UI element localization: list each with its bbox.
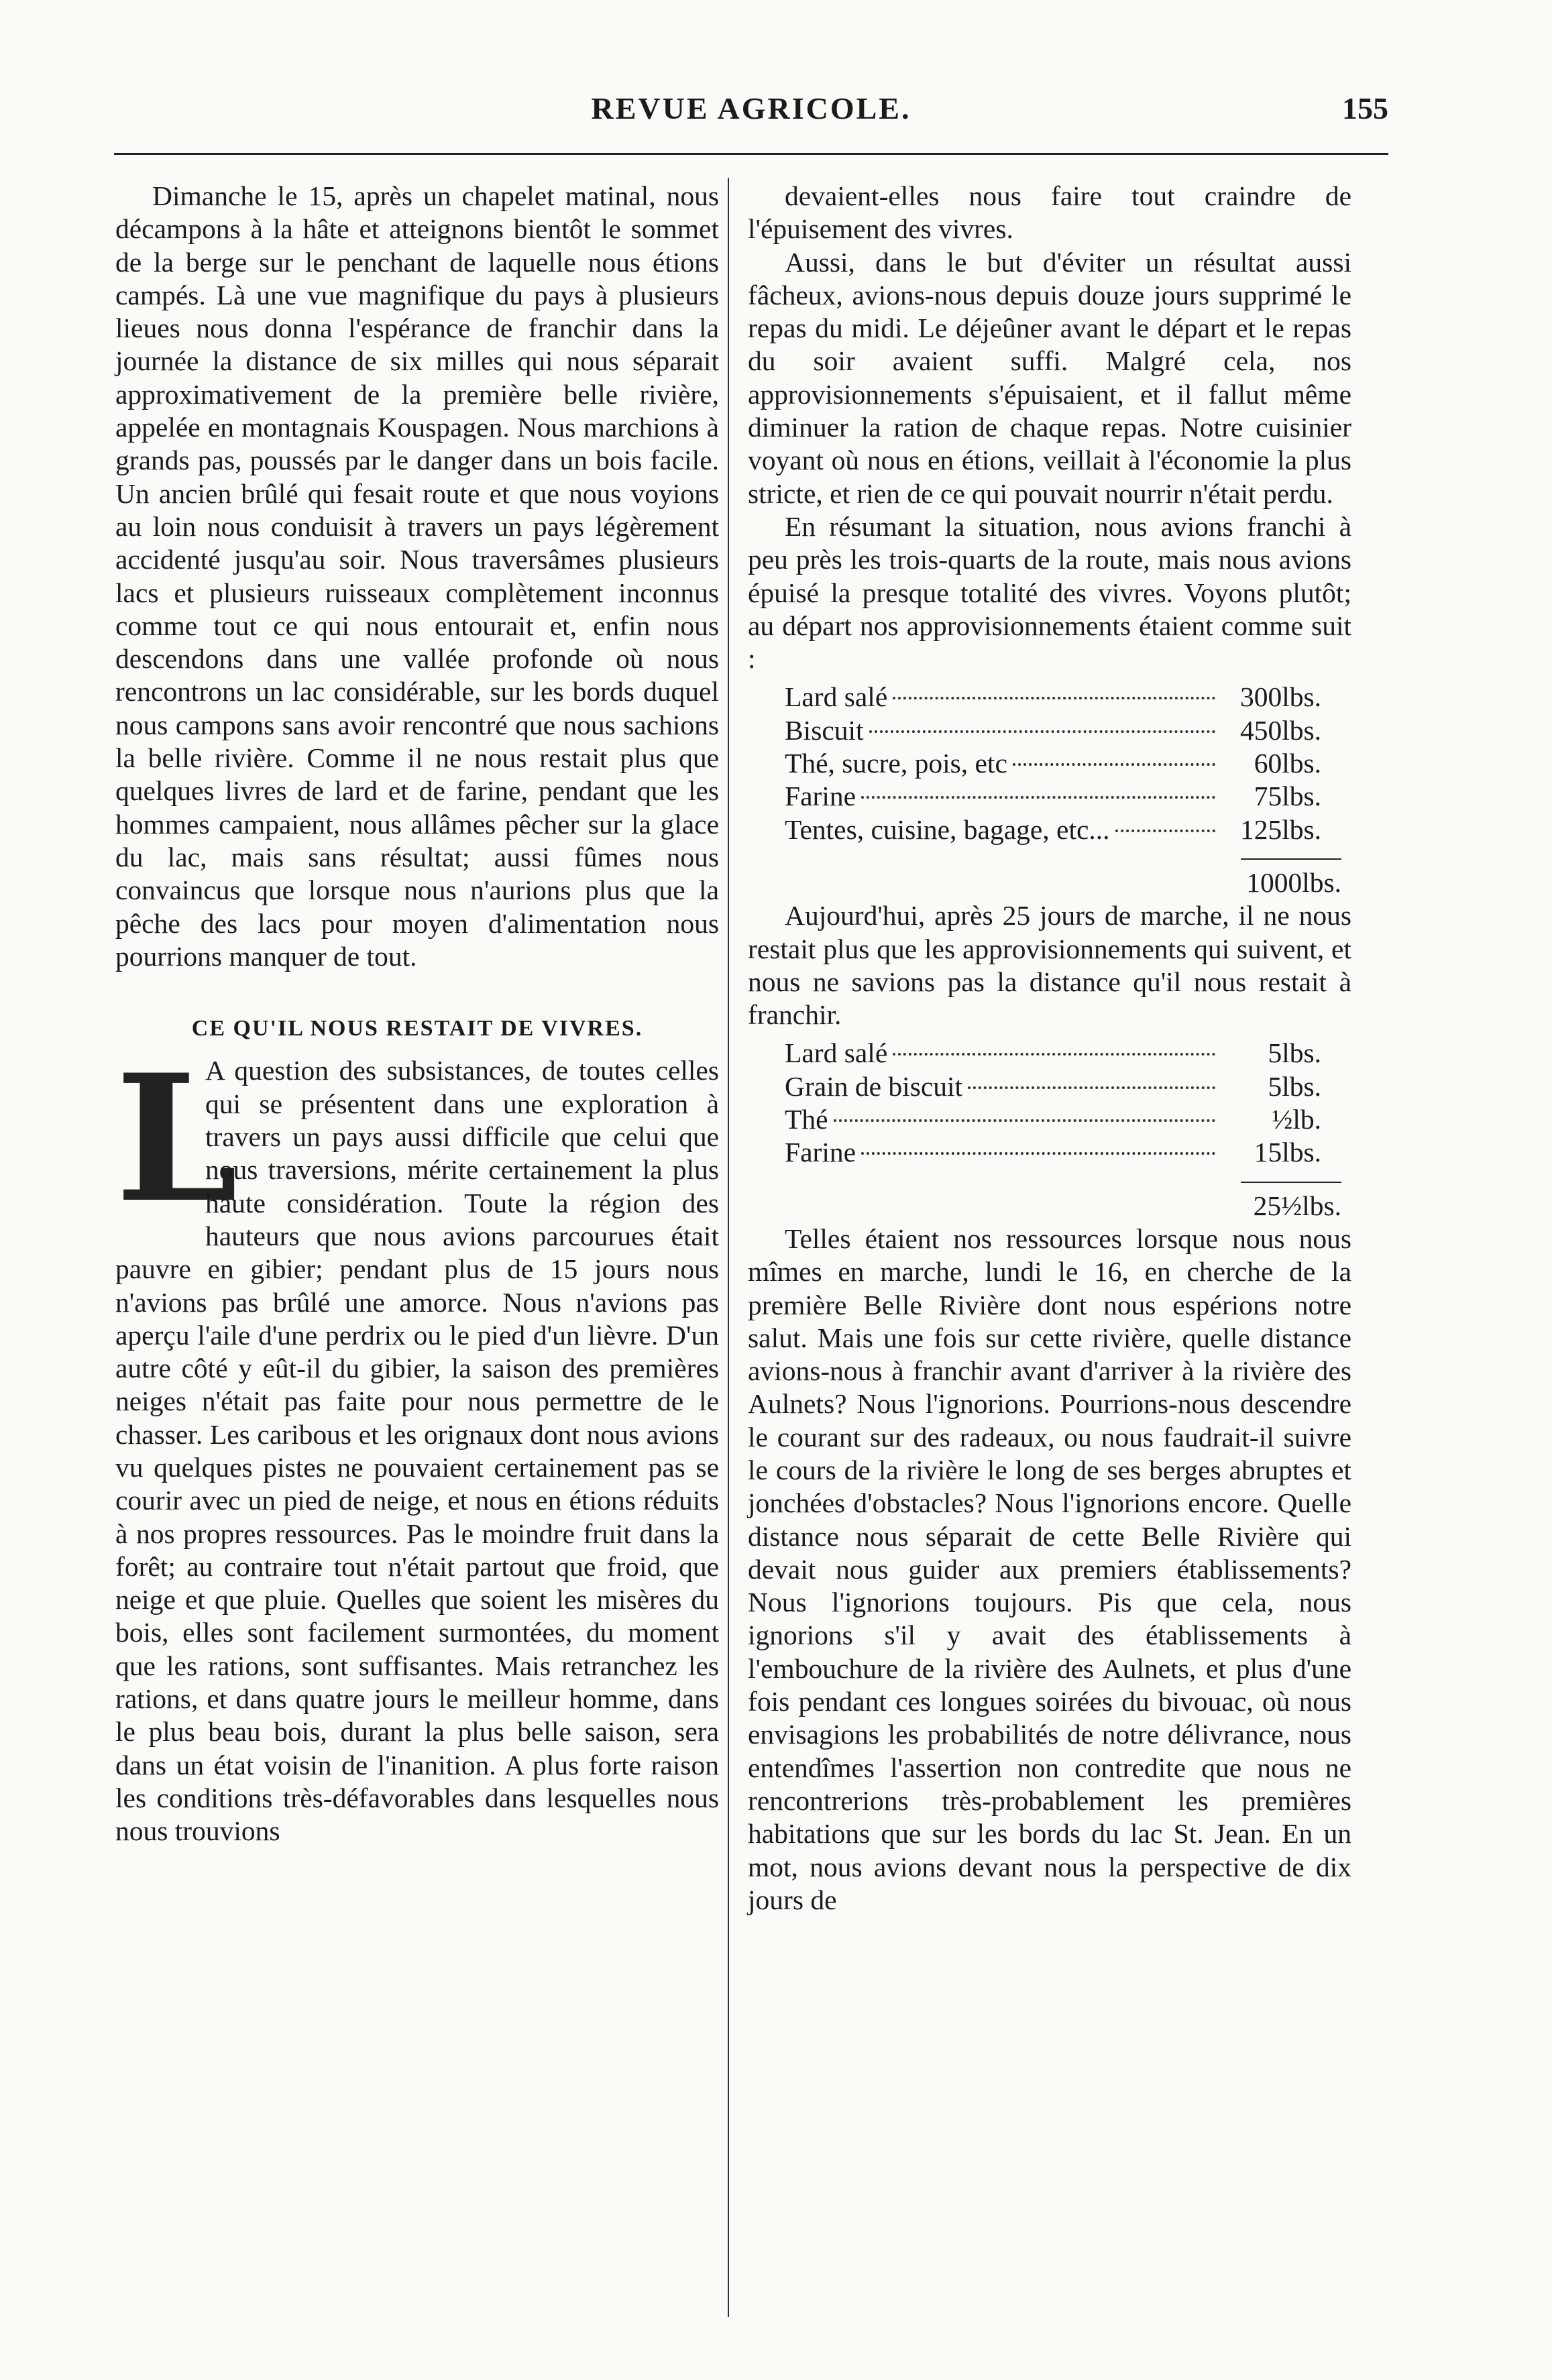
supply-qty: 450lbs. bbox=[1239, 714, 1321, 746]
supply-qty: 5lbs. bbox=[1268, 1070, 1321, 1102]
supply-row bbox=[785, 747, 1321, 780]
page-header bbox=[114, 91, 1388, 144]
supply-row bbox=[785, 714, 1321, 747]
supply-qty: 5lbs. bbox=[1268, 1037, 1321, 1069]
supply-qty: ½lb. bbox=[1272, 1104, 1321, 1135]
supply-item: Farine bbox=[785, 1137, 856, 1168]
leader-dots bbox=[861, 1152, 1215, 1155]
paragraph: Aujourd'hui, après 25 jours de marche, il ne nous restait plus que les approvisionnements qui suivent, et nous ne savions pas la distance qu'il nous restait à franchir. bbox=[748, 900, 1351, 1031]
supply-item: Grain de biscuit bbox=[785, 1070, 963, 1102]
supply-item: Lard salé bbox=[785, 681, 888, 713]
paragraph: Dimanche le 15, après un chapelet matinal, nous décampons à la hâte et atteignons bientôt le sommet de la berge sur le penchant de laquelle nous étions campés. Là une vue magnifique du pays à plusieurs lieues nous donna l'espérance de franchir dans la journée la distance de six milles qui nous séparait approximativement de la première belle rivière, appelée en montagnais Kouspagen. Nous marchions à grands pas, poussés par le danger dans un bois facile. Un ancien brûlé qui fesait route et que nous voyions au loin nous conduisit à travers un pays légèrement accidenté jusqu'au soir. Nous traversâmes plusieurs lacs et plusieurs ruisseaux complètement inconnus comme tout ce qui nous entourait et, enfin nous descendons dans une vallée profonde où nous rencontrons un lac considérable, sur les bords duquel nous campons sans avoir rencontré que nous sachions la belle rivière. Comme il ne nous restait plus que quelques livres de lard et de farine, pendant que les hommes campaient, nous allâmes pêcher sur la glace du lac, mais sans résultat; aussi fûmes nous convaincus que lorsque nous n'aurions plus que la pêche des lacs pour moyen d'alimentation nous pourrions manquer de tout. bbox=[115, 180, 719, 972]
supply-qty: 60lbs. bbox=[1254, 748, 1321, 779]
supply-row bbox=[785, 1037, 1321, 1070]
paragraph: En résumant la situation, nous avions franchi à peu près les trois-quarts de la route, mais nous avions épuisé la presque totalité des vivres. Voyons plutôt; au départ nos approvisionnements étaient comme suit : bbox=[748, 510, 1351, 675]
leader-dots bbox=[834, 1119, 1215, 1122]
running-title: REVUE AGRICOLE. bbox=[591, 91, 911, 125]
paragraph: Aussi, dans le but d'éviter un résultat aussi fâcheux, avions-nous depuis douze jours supprimé le repas du midi. Le déjeûner avant le départ et le repas du soir avaient suffi. Malgré cela, nos approvisionnements s'épuisaient, et il fallut même diminuer la ration de chaque repas. Notre cuisinier voyant où nous en étions, veillait à l'économie la plus stricte, et rien de ce qui pouvait nourrir n'était perdu. bbox=[748, 246, 1351, 509]
leader-dots bbox=[968, 1086, 1215, 1089]
supply-total: 25½lbs. bbox=[1253, 1190, 1341, 1221]
total-rule bbox=[1241, 1182, 1341, 1183]
paragraph: devaient-elles nous faire tout craindre de l'épuisement des vivres. bbox=[748, 180, 1351, 245]
supply-row bbox=[785, 1070, 1321, 1103]
leader-dots bbox=[1013, 763, 1215, 766]
supply-item: Farine bbox=[785, 781, 856, 812]
paragraph: A question des subsistances, de toutes celles qui se présentent dans une exploration à travers un pays aussi difficile que celui que nous traversions, mérite certainement la plus haute considération. Toute la région des hauteurs que nous avions parcourues était pauvre en gibier; pendant plus de 15 jours nous n'avions pas brûlé une amorce. Nous n'avions pas aperçu l'aile d'une perdrix ou le pied d'un lièvre. D'un autre côté y eût-il du gibier, la saison des premières neiges n'était pas faite pour nous permettre de le chasser. Les caribous et les orignaux dont nous avions vu quelques pistes ne pouvaient certainement pas se courir avec un pied de neige, et nous en étions réduits à nos propres ressources. Pas le moindre fruit dans la forêt; au contraire tout n'était partout que froid, que neige et que pluie. Quelles que soient les misères du bois, elles sont facilement surmontées, du moment que les rations, sont suffisantes. Mais retranchez les rations, et dans quatre jours le meilleur homme, dans le plus beau bois, durant la plus belle saison, sera dans un état voisin de l'inanition. A plus forte raison les conditions très-défavorables dans lesquelles nous nous trouvions bbox=[115, 1055, 719, 1847]
supply-qty: 300lbs. bbox=[1239, 681, 1321, 713]
supply-item: Thé bbox=[785, 1104, 828, 1135]
header-rule bbox=[114, 153, 1388, 155]
supply-list-start bbox=[785, 681, 1341, 899]
supply-item: Thé, sucre, pois, etc bbox=[785, 748, 1007, 779]
section-heading: CE QU'IL NOUS RESTAIT DE VIVRES. bbox=[191, 1016, 643, 1041]
supply-row bbox=[785, 1103, 1321, 1136]
total-rule bbox=[1241, 858, 1341, 860]
column-divider bbox=[728, 178, 729, 2317]
supply-qty: 15lbs. bbox=[1254, 1137, 1321, 1168]
leader-dots bbox=[893, 1053, 1215, 1056]
supply-row bbox=[785, 681, 1321, 714]
supply-qty: 75lbs. bbox=[1254, 781, 1321, 812]
right-column bbox=[748, 180, 1351, 1917]
leader-dots bbox=[861, 796, 1215, 799]
supply-item: Tentes, cuisine, bagage, etc... bbox=[785, 813, 1110, 845]
supply-row bbox=[785, 780, 1321, 813]
supply-row bbox=[785, 813, 1321, 846]
leader-dots bbox=[893, 697, 1215, 699]
supply-row bbox=[785, 1136, 1321, 1169]
paragraph: Telles étaient nos ressources lorsque nous nous mîmes en marche, lundi le 16, en cherche de la première Belle Rivière dont nous espérions notre salut. Mais une fois sur cette rivière, quelle distance avions-nous à franchir avant d'arriver à la rivière des Aulnets? Nous l'ignorions. Pourrions-nous descendre le courant sur des radeaux, ou nous faudrait-il suivre le cours de la rivière le long de ses berges abruptes et jonchées d'obstacles? Nous l'ignorions encore. Quelle distance nous séparait de cette Belle Rivière qui devait nous guider aux premiers établissements? Nous l'ignorions toujours. Pis que cela, nous ignorions s'il y avait des établissements à l'embouchure de la rivière des Aulnets, et plus d'une fois pendant ces longues soirées du bivouac, où nous envisagions les probabilités de notre délivrance, nous entendîmes l'assertion non contredite que nous ne rencontrerions très-probablement les premières habitations que sur les bords du lac St. Jean. En un mot, nous avions devant nous la perspective de dix jours de bbox=[748, 1223, 1351, 1915]
ornamental-initial: L bbox=[115, 1037, 238, 1242]
left-column bbox=[115, 180, 719, 1848]
leader-dots bbox=[1115, 830, 1215, 832]
leader-dots bbox=[869, 730, 1215, 733]
dropcap-paragraph bbox=[115, 1037, 719, 1848]
page-number: 155 bbox=[1342, 91, 1388, 125]
supply-item: Biscuit bbox=[785, 714, 864, 746]
supply-item: Lard salé bbox=[785, 1037, 888, 1069]
supply-list-remaining bbox=[785, 1037, 1341, 1222]
supply-total: 1000lbs. bbox=[1246, 866, 1341, 898]
supply-qty: 125lbs. bbox=[1239, 813, 1321, 845]
